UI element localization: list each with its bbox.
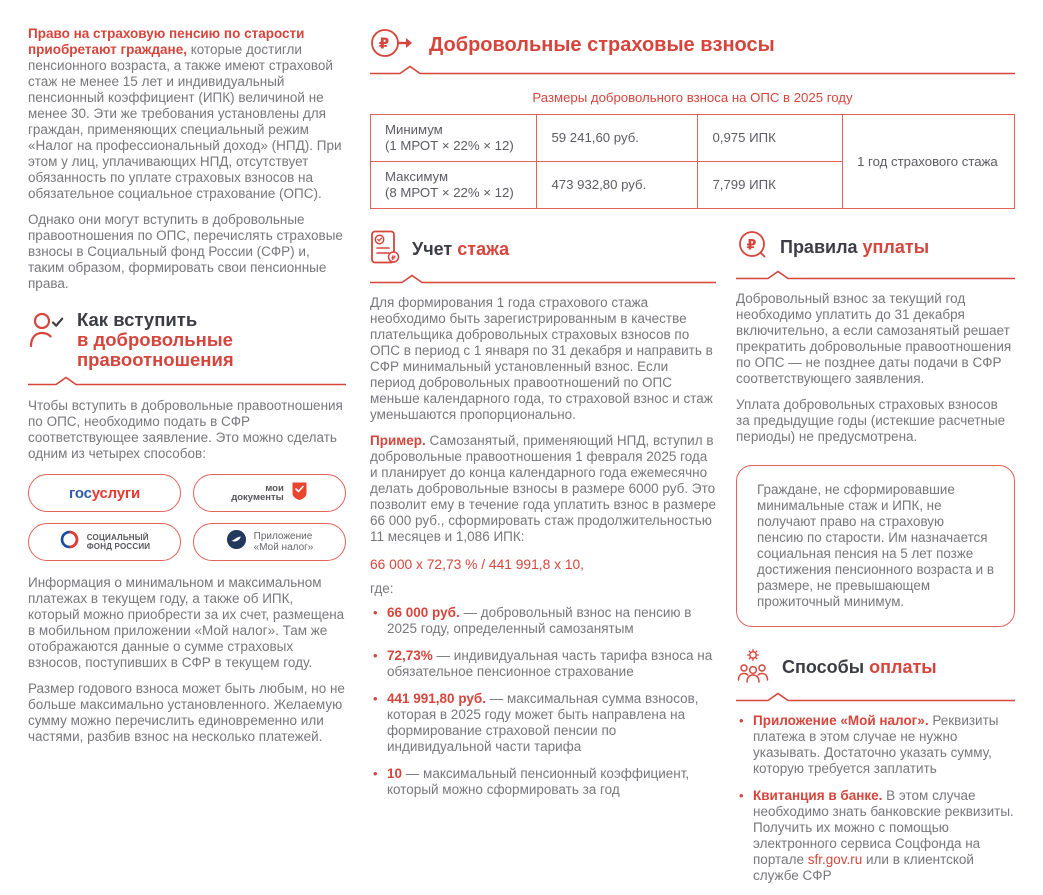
maximum-amount-cell: 473 932,80 руб. — [537, 162, 698, 209]
minimum-label-cell: Минимум (1 МРОТ × 22% × 12) — [371, 115, 537, 162]
gosuslugi-button[interactable] — [28, 474, 181, 512]
ruble-arrow-icon — [370, 26, 416, 65]
person-check-icon — [28, 310, 64, 357]
uchet-rule — [370, 274, 716, 284]
join-title-red-2: правоотношения — [77, 349, 234, 370]
list-item: • Квитанция в банке. В этом случае необходимо знать банковские реквизиты. Получить их можно с помощью электронного сервиса Соцфонда на портале sfr.gov.ru или в клиентской службе СФР — [736, 788, 1015, 884]
minimum-ipk-cell: 0,975 ИПК — [698, 115, 843, 162]
sposoby-title: Способы оплаты — [782, 657, 937, 677]
list-item: • Приложение «Мой налог». Реквизиты платежа в этом случае не нужно указывать. Достаточно указать сумму, которую требуется заплатить — [736, 713, 1015, 777]
join-section-header — [28, 310, 346, 370]
main-area — [370, 26, 1015, 883]
people-gear-icon — [736, 647, 770, 688]
pravila-title: Правила уплаты — [780, 237, 930, 257]
join-body-text: Чтобы вступить в добровольные правоотношения по ОПС, необходимо подать в СФР соответствующее заявление. Это можно сделать одним из четырех способов: — [28, 398, 343, 461]
svg-text:₽: ₽ — [378, 34, 390, 53]
sfr-portal-link[interactable]: sfr.gov.ru — [807, 852, 863, 867]
uchet-header — [370, 229, 716, 270]
social-pension-callout: Граждане, не сформировавшие минимальные стаж и ИПК, не получают право на страховую пенсию по старости. Им назначается социальная пенсия на 5 лет позже достижения пенсионного возраста и в размере, не превышающем прожиточный минимум. — [736, 465, 1015, 627]
sposoby-header — [736, 647, 1015, 688]
my-documents-shield-icon — [291, 481, 308, 506]
pravila-paragraph-1: Добровольный взнос за текущий год необходимо уплатить до 31 декабря включительно, а если самозанятый решает прекратить добровольные правоотношения по ОПС — не позднее даты подачи в СФР соответствующего заявления. — [736, 291, 1012, 386]
pravila-rule — [736, 270, 1015, 280]
ruble-circle-icon — [736, 229, 768, 266]
size-paragraph: Размер годового взноса может быть любым, но не больше максимально установленного. Желаемую сумму можно перечислить единовременно или частями, разбив взнос на несколько платежей. — [28, 681, 345, 744]
my-nalog-label: Приложение «Мой налог» — [253, 530, 314, 553]
section-rule — [28, 376, 346, 386]
sfr-logo-icon — [59, 529, 80, 555]
my-nalog-button[interactable] — [193, 523, 346, 561]
join-title-dark: Как вступить — [77, 309, 198, 330]
table-row-minimum — [371, 115, 1015, 162]
sposoby-rule — [736, 692, 1015, 702]
apply-buttons — [28, 474, 346, 561]
document-check-icon — [370, 229, 400, 270]
stazh-note-cell: 1 год страхового стажа — [843, 115, 1015, 209]
list-item: • 441 991,80 руб. — максимальная сумма взносов, которая в 2025 году может быть направлена на формирование страховой пенсии по индивидуальной части тарифа — [370, 691, 716, 755]
payment-methods-list — [736, 713, 1015, 884]
svg-text:₽: ₽ — [746, 237, 757, 254]
uchet-paragraph: Для формирования 1 года страхового стажа необходимо быть зарегистрированным в качестве плательщика добровольных страховых взносов по ОПС в период с 1 января по 31 декабря и направить в СФР минимальный установленный взнос. Если период добровольных правоотношений по ОПС меньше календарного года, то страховой взнос и стаж уменьшаются пропорционально. — [370, 295, 713, 422]
gosuslugi-label: госуслуги — [68, 484, 141, 502]
pravila-header — [736, 229, 1015, 266]
my-nalog-logo-icon — [226, 529, 247, 555]
list-item: • 66 000 руб. — добровольный взнос на пенсию в 2025 году, определенный самозанятым — [370, 605, 716, 637]
my-documents-label: мои документы — [231, 482, 284, 503]
my-documents-button[interactable] — [193, 474, 346, 512]
main-header — [370, 26, 1015, 65]
table-caption: Размеры добровольного взноса на ОПС в 2025 году — [532, 90, 853, 105]
join-title-red-1: в добровольные — [77, 329, 233, 350]
intro-lead-text: Право на страховую пенсию по старости приобретают граждане, — [28, 26, 305, 57]
maximum-ipk-cell: 7,799 ИПК — [698, 162, 843, 209]
example-lead: Пример. — [370, 433, 426, 448]
intro-paragraph — [28, 26, 346, 202]
maximum-label-cell: Максимум (8 МРОТ × 22% × 12) — [371, 162, 537, 209]
list-item: • 72,73% — индивидуальная часть тарифа взноса на обязательное пенсионное страхование — [370, 648, 716, 680]
intro-rest-text: которые достигли пенсионного возраста, а также имеют страховой стаж не менее 15 лет и индивидуальный пенсионный коэффициент (ИПК) величиной не менее 30. Эти же требования установлены для граждан, применяющих специальный режим «Налог на профессиональный доход» (НПД). При этом у лиц, уплачивающих НПД, отсутствует обязанность по уплате страховых взносов на обязательное социальное страхование (ОПС). — [28, 42, 342, 201]
join-section-title — [77, 310, 234, 370]
formula-legend-list — [370, 605, 716, 798]
sfr-button[interactable] — [28, 523, 181, 561]
contribution-table — [370, 114, 1015, 209]
uchet-section — [370, 229, 716, 895]
minimum-amount-cell: 59 241,60 руб. — [537, 115, 698, 162]
intro-paragraph-2: Однако они могут вступить в добровольные правоотношения по ОПС, перечислять страховые взносы в Социальный фонд России (СФР) и, таким образом, формировать свои пенсионные права. — [28, 212, 343, 291]
list-item: • 10 — максимальный пенсионный коэффициент, который можно сформировать за год — [370, 766, 716, 798]
pravila-paragraph-2: Уплата добровольных страховых взносов за предыдущие годы (истекшие расчетные периоды) не предусмотрена. — [736, 397, 1006, 444]
example-formula: 66 000 x 72,73 % / 441 991,8 x 10, — [370, 557, 585, 572]
where-label: где: — [370, 581, 394, 596]
page-title: Добровольные страховые взносы — [429, 34, 775, 56]
svg-text:₽: ₽ — [391, 254, 396, 262]
header-rule — [370, 65, 1015, 75]
content-columns — [370, 229, 1015, 895]
pravila-section — [736, 229, 1015, 895]
info-paragraph: Информация о минимальном и максимальном платежах в текущем году, а также об ИПК, который можно приобрести за их счет, размещена в мобильном приложении «Мой налог». Там же отображаются данные о сумме страховых взносов, поступивших в СФР в текущем году. — [28, 575, 345, 670]
sfr-label: СОЦИАЛЬНЫЙ ФОНД РОССИИ — [86, 533, 151, 551]
uchet-title: Учет стажа — [412, 239, 510, 259]
left-column — [28, 26, 346, 773]
example-paragraph: Пример. Самозанятый, применяющий НПД, вступил в добровольные правоотношения 1 февраля 2025 года и планирует до конца календарного года ежемесячно делать добровольные взносы в размере 6000 руб. Это позволит ему в течение года уплатить взнос в размере 66 000 руб., сформировать стаж продолжительностью 11 месяцев и 1,086 ИПК: — [370, 433, 716, 544]
